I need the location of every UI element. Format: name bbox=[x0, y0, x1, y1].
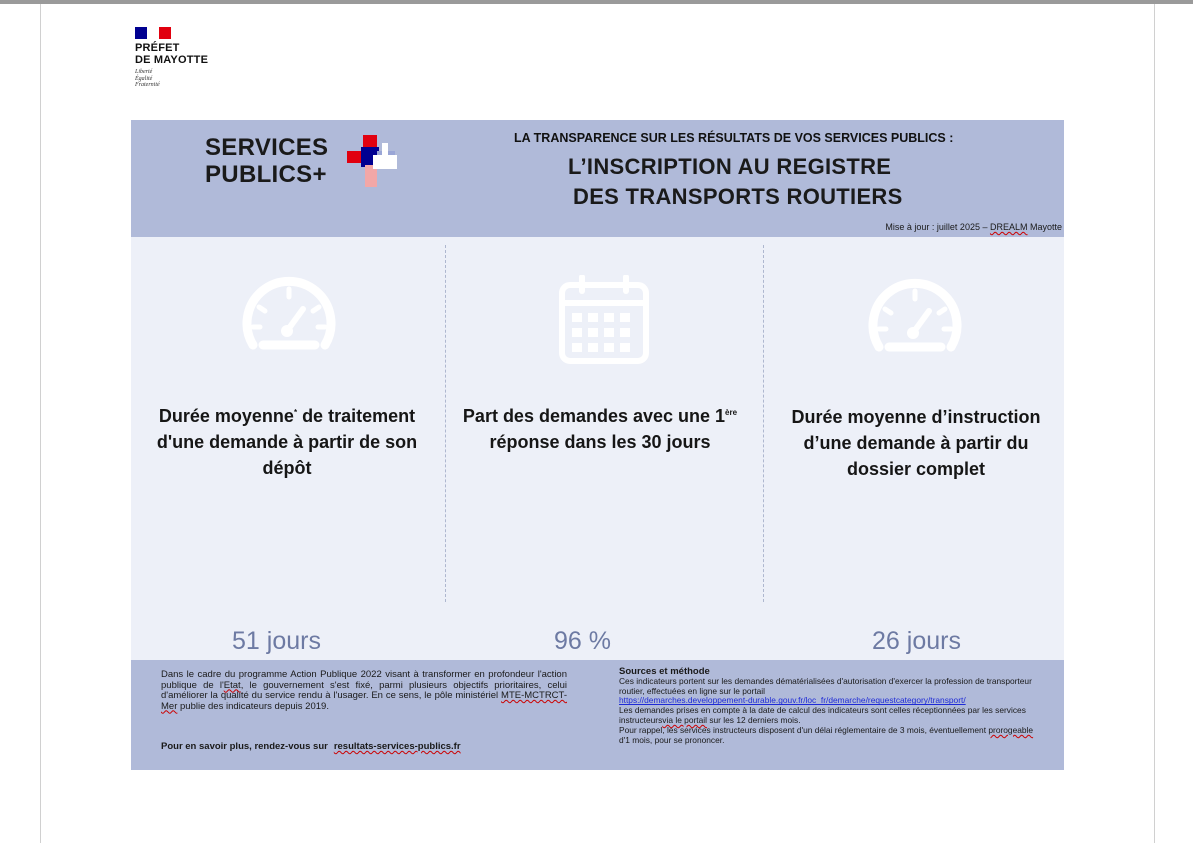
page-edge bbox=[40, 4, 41, 843]
metric-value: 96 % bbox=[554, 627, 611, 655]
sources-method bbox=[619, 667, 1039, 745]
french-flag-icon bbox=[135, 27, 171, 39]
intro-org: MTE-MCTRCT-Mer bbox=[161, 690, 567, 712]
sources-text-part: via le portail bbox=[662, 714, 707, 725]
sources-text bbox=[619, 726, 1039, 746]
intro-text: publie des indicateurs depuis 2019. bbox=[177, 700, 329, 712]
brand-line-2: PUBLICS+ bbox=[205, 161, 327, 188]
metric-response-rate bbox=[442, 237, 753, 660]
metric-processing-time bbox=[131, 237, 442, 660]
motto-egalite: Égalité bbox=[135, 75, 153, 82]
title-line-1: L’INSCRIPTION AU REGISTRE bbox=[568, 154, 892, 179]
logo-line-1: PRÉFET bbox=[135, 42, 180, 54]
metric-label-text: Durée moyenne d’instruction d’une demande à partir du dossier complet bbox=[791, 407, 1041, 479]
republic-motto bbox=[135, 69, 255, 89]
intro-text: Dans le cadre du programme Action Publique 2022 visant à transformer en profondeur l'action publique de l' bbox=[161, 669, 567, 691]
learn-more-text: Pour en savoir plus, rendez-vous sur bbox=[161, 741, 328, 752]
speedometer-icon bbox=[865, 275, 965, 365]
program-intro bbox=[161, 670, 567, 712]
intro-text: Etat bbox=[223, 679, 241, 691]
card-header bbox=[131, 120, 1064, 237]
metric-label-text: de traitement d'une demande à partir de son dépôt bbox=[156, 406, 418, 478]
logo-line-2: DE MAYOTTE bbox=[135, 54, 209, 66]
update-date: Mise à jour : juillet 2025 – bbox=[885, 222, 990, 232]
metric-label-text: Part des demandes avec une 1 bbox=[462, 406, 726, 426]
metric-label-text: réponse dans les 30 jours bbox=[489, 432, 711, 452]
metric-value: 51 jours bbox=[232, 627, 321, 655]
logo-text bbox=[135, 42, 255, 66]
brand-line-1: SERVICES bbox=[205, 134, 329, 161]
viewer-top-bar bbox=[0, 0, 1193, 4]
metric-label-text: Durée moyenne bbox=[158, 406, 294, 426]
sources-text-part: sur les 12 derniers mois. bbox=[707, 714, 801, 725]
page-title bbox=[491, 152, 991, 212]
update-place: Mayotte bbox=[1027, 222, 1062, 232]
sources-text bbox=[619, 706, 1039, 726]
motto-liberte: Liberté bbox=[135, 69, 153, 75]
update-org: DREALM bbox=[989, 222, 1028, 232]
results-site-link[interactable]: resultats-services-publics.fr bbox=[333, 741, 461, 752]
metric-label bbox=[771, 404, 1061, 482]
services-publics-plus-icon bbox=[347, 135, 401, 187]
motto-fraternite: Fraternité bbox=[135, 82, 160, 88]
update-note bbox=[885, 222, 1062, 232]
sources-text-part: prorogeable bbox=[988, 724, 1034, 735]
page-edge bbox=[1154, 4, 1155, 843]
learn-more bbox=[161, 741, 461, 752]
sources-text-part: Les demandes prises en compte à la date de calcul des indicateurs sont celles réceptionnées par les services instructeurs bbox=[619, 705, 1026, 725]
portal-link[interactable]: https://demarches.developpement-durable.gouv.fr/loc_fr/demarche/requestcategory/transport/ bbox=[619, 695, 966, 706]
metric-label bbox=[137, 403, 437, 481]
subtitle: LA TRANSPARENCE SUR LES RÉSULTATS DE VOS SERVICES PUBLICS : bbox=[514, 131, 954, 145]
sources-heading: Sources et méthode bbox=[619, 666, 710, 677]
services-publics-brand bbox=[205, 134, 328, 188]
results-card bbox=[131, 120, 1064, 770]
sources-text-part: Pour rappel, les services instructeurs disposent d'un délai réglementaire de 3 mois, éventuellement bbox=[619, 724, 989, 735]
superscript: ère bbox=[725, 408, 738, 417]
footnote-mark: * bbox=[293, 408, 298, 417]
sources-text-part: d'1 mois, pour se prononcer. bbox=[619, 734, 725, 745]
intro-text: , le gouvernement s'est fixé, parmi plusieurs objectifs prioritaires, celui d'améliorer la qualité du service rendu à l'usager. En ce sens, le pôle ministériel bbox=[161, 679, 567, 701]
title-line-2: DES TRANSPORTS ROUTIERS bbox=[573, 184, 903, 209]
metric-instruction-time bbox=[753, 237, 1064, 660]
prefecture-logo bbox=[135, 27, 255, 89]
sources-text: Ces indicateurs portent sur les demandes dématérialisées d'autorisation d'exercer la profession de transporteur routier, effectuées en ligne sur le portail bbox=[619, 675, 1032, 696]
speedometer-icon bbox=[239, 273, 339, 363]
calendar-icon bbox=[554, 275, 654, 365]
metric-value: 26 jours bbox=[872, 627, 961, 655]
card-footer bbox=[131, 660, 1064, 770]
metric-label bbox=[450, 403, 750, 455]
